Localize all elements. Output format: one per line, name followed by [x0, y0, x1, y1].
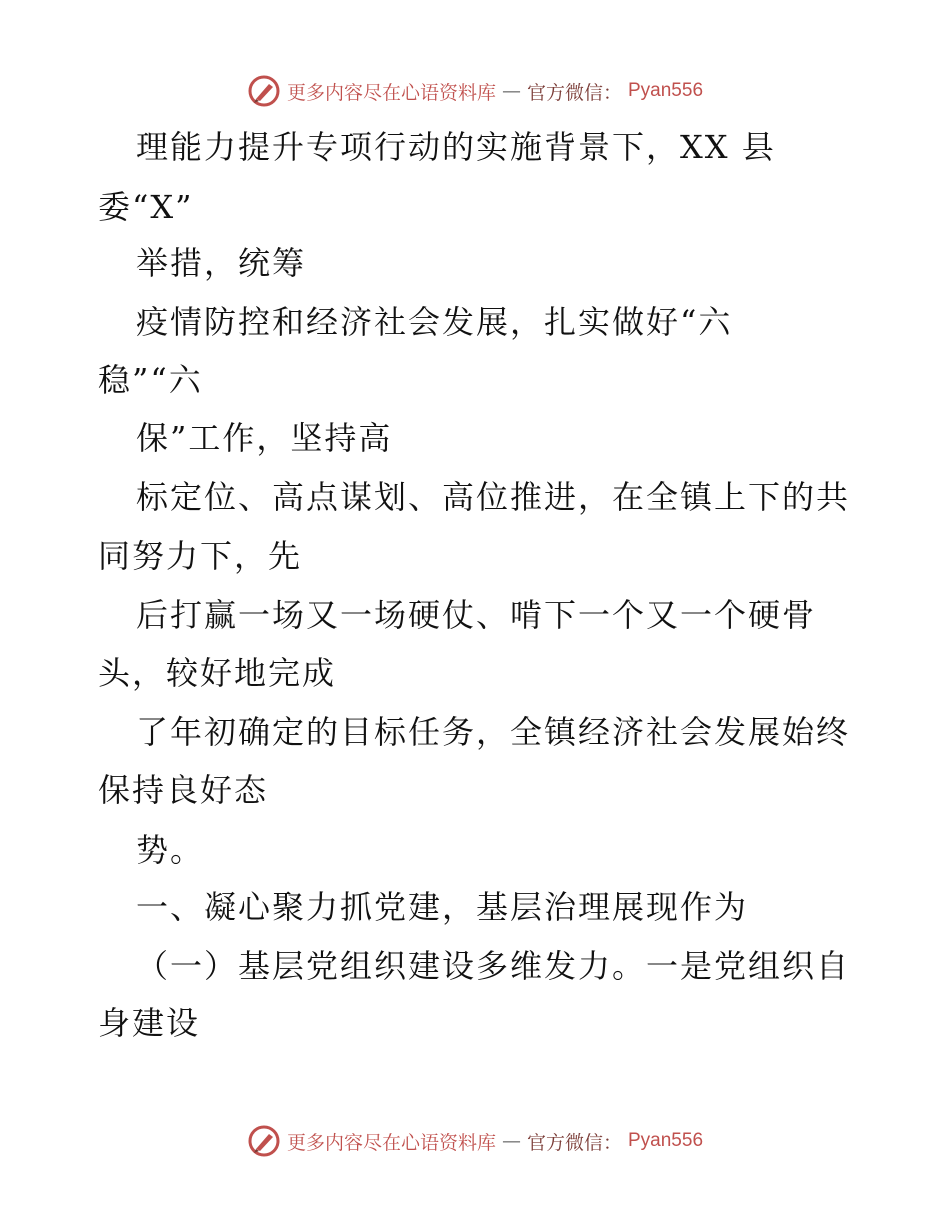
header-banner — [0, 74, 950, 108]
text-line: 保”工作，坚持高 — [136, 419, 393, 457]
text-line: 举措，统筹 — [136, 244, 307, 282]
banner-text: 更多内容尽在心语资料库 — [286, 1131, 496, 1154]
section-heading: 一、凝心聚力抓党建，基层治理展现作为 — [136, 888, 749, 926]
text-line: 标定位、高点谋划、高位推进，在全镇上下的共 — [136, 478, 851, 516]
text-line: 同努力下，先 — [98, 537, 303, 575]
pen-logo-icon — [247, 74, 281, 108]
text-line: 势。 — [136, 831, 205, 869]
pen-logo-icon — [247, 1124, 281, 1158]
footer-banner — [0, 1124, 950, 1158]
text-line: 稳”“六 — [98, 361, 203, 399]
banner-wechat-label: 官方微信： — [526, 1131, 622, 1154]
text-line: 了年初确定的目标任务，全镇经济社会发展始终 — [136, 713, 851, 751]
banner-text: 更多内容尽在心语资料库 — [286, 81, 496, 104]
text-line: 委“X” — [98, 188, 194, 226]
banner-wechat-id: Pyan556 — [628, 1130, 704, 1151]
text-line: （一）基层党组织建设多维发力。一是党组织自 — [136, 947, 851, 985]
text-line: 保持良好态 — [98, 771, 269, 809]
banner-separator: — — [501, 80, 521, 102]
banner-wechat-id: Pyan556 — [628, 80, 704, 101]
text-line: 疫情防控和经济社会发展，扎实做好“六 — [136, 303, 733, 341]
text-line: 后打赢一场又一场硬仗、啃下一个又一个硬骨 — [136, 596, 817, 634]
banner-wechat-label: 官方微信： — [526, 81, 622, 104]
text-line: 头，较好地完成 — [98, 654, 337, 692]
text-line: 身建设 — [98, 1004, 201, 1042]
text-line: 理能力提升专项行动的实施背景下，XX 县 — [136, 128, 776, 166]
banner-separator: — — [501, 1130, 521, 1152]
